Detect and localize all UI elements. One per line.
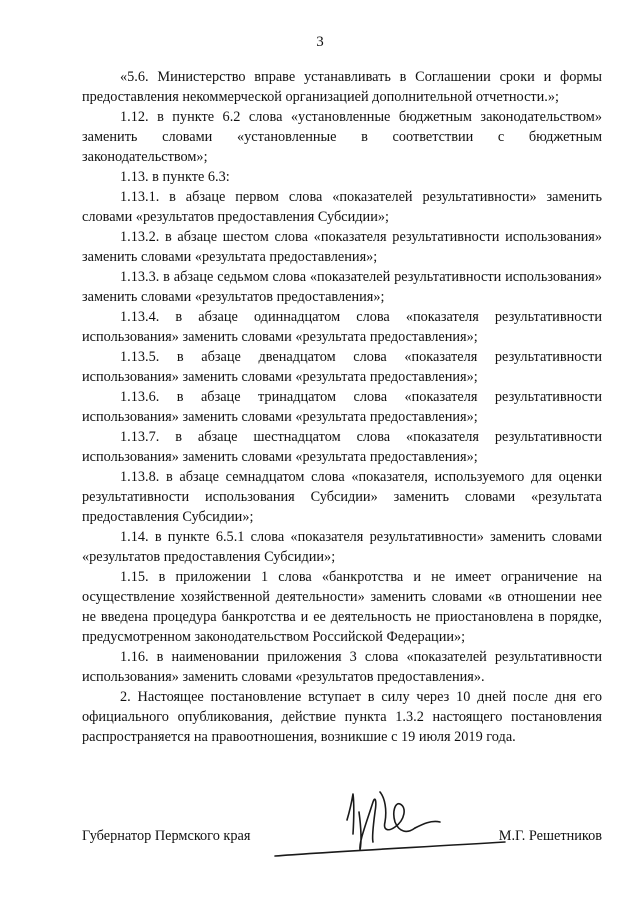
paragraph-1-13-3: 1.13.3. в абзаце седьмом слова «показателей результативности использования» заменить словами «результатов предоставления»; xyxy=(82,269,602,305)
paragraph-1-13-2: 1.13.2. в абзаце шестом слова «показателя результативности использования» заменить словами «результата предоставления»; xyxy=(82,229,602,265)
paragraph-5-6: «5.6. Министерство вправе устанавливать в Соглашении сроки и формы предоставления некоммерческой организацией дополнительной отчетности.»; xyxy=(82,69,602,105)
signature-block xyxy=(82,828,602,852)
paragraph-2: 2. Настоящее постановление вступает в силу через 10 дней после дня его официального опубликования, действие пункта 1.3.2 настоящего постановления распространяется на правоотношения, возникшие с 19 июля 2019 года. xyxy=(82,689,602,745)
paragraph-1-13: 1.13. в пункте 6.3: xyxy=(120,169,230,185)
paragraph-1-13-8: 1.13.8. в абзаце семнадцатом слова «показателя, используемого для оценки результативности использования Субсидии» заменить словами «результата предоставления Субсидии»; xyxy=(82,469,602,525)
paragraph-1-13-4: 1.13.4. в абзаце одиннадцатом слова «показателя результативности использования» заменить словами «результата предоставления»; xyxy=(82,309,602,345)
handwritten-signature xyxy=(255,772,515,872)
document-body xyxy=(82,67,602,747)
paragraph-1-12: 1.12. в пункте 6.2 слова «установленные бюджетным законодательством» заменить словами «установленные в соответствии с бюджетным законодательством»; xyxy=(82,109,602,165)
page-number: 3 xyxy=(316,34,324,50)
paragraph-1-13-1: 1.13.1. в абзаце первом слова «показателей результативности» заменить словами «результатов предоставления Субсидии»; xyxy=(82,189,602,225)
paragraph-1-13-5: 1.13.5. в абзаце двенадцатом слова «показателя результативности использования» заменить словами «результата предоставления»; xyxy=(82,349,602,385)
paragraph-1-15: 1.15. в приложении 1 слова «банкротства и не имеет ограничение на осуществление хозяйственной деятельности» заменить словами «в отношении нее не введена процедура банкротства и ее деятельность не приостановлена в порядке, предусмотренном законодательством Российской Федерации»; xyxy=(82,569,602,645)
paragraph-1-13-6: 1.13.6. в абзаце тринадцатом слова «показателя результативности использования» заменить словами «результата предоставления»; xyxy=(82,389,602,425)
paragraph-1-16: 1.16. в наименовании приложения 3 слова «показателей результативности использования» заменить словами «результатов предоставления». xyxy=(82,649,602,685)
paragraph-1-14: 1.14. в пункте 6.5.1 слова «показателя результативности» заменить словами «результатов предоставления Субсидии»; xyxy=(82,529,602,565)
paragraph-1-13-7: 1.13.7. в абзаце шестнадцатом слова «показателя результативности использования» заменить словами «результата предоставления»; xyxy=(82,429,602,465)
signatory-name: М.Г. Решетников xyxy=(498,828,602,844)
signatory-title: Губернатор Пермского края xyxy=(82,828,251,844)
